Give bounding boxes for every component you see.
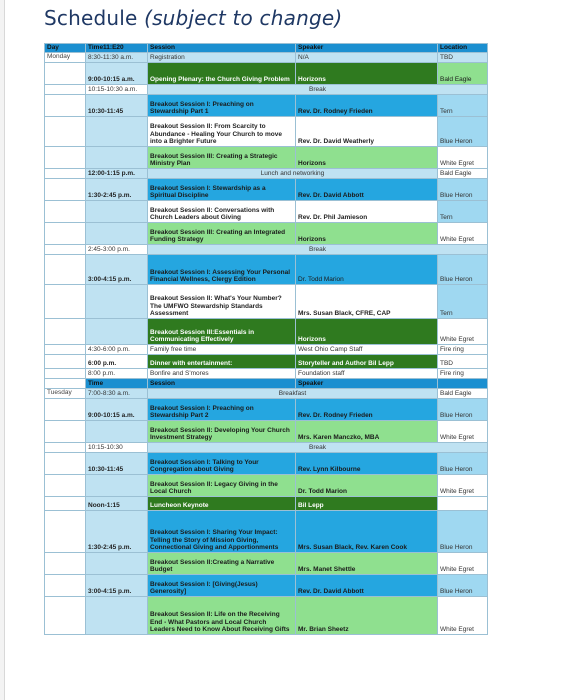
table-row	[45, 147, 488, 169]
table-row	[45, 201, 488, 223]
table-row	[45, 443, 488, 453]
session-cell: Dinner with entertainment:	[148, 355, 296, 369]
day-tuesday: Tuesday	[45, 389, 86, 399]
header-day: Day	[45, 44, 86, 53]
session-cell: Breakout Session II: Life on the Receiving End - What Pastors and Local Church Leaders Need to Know About Receiving Gifts	[148, 597, 296, 635]
session-cell: Breakout Session II: Developing Your Church Investment Strategy	[148, 421, 296, 443]
speaker-cell: Mr. Brian Sheetz	[296, 597, 438, 635]
table-row	[45, 475, 488, 497]
speaker-cell: Mrs. Manet Shettle	[296, 553, 438, 575]
time-cell: 9:00-10:15 a.m.	[86, 63, 148, 85]
session-cell: Breakout Session II:Creating a Narrative Budget	[148, 553, 296, 575]
table-row	[45, 511, 488, 553]
location-cell: White Egret	[438, 597, 488, 635]
speaker-cell: Rev. Lynn Kilbourne	[296, 453, 438, 475]
time-cell: 6:00 p.m.	[86, 355, 148, 369]
table-row	[45, 497, 488, 511]
time-cell: 12:00-1:15 p.m.	[86, 169, 148, 179]
session-cell: Breakout Session I: Stewardship as a Spiritual Discipline	[148, 179, 296, 201]
header-speaker: Speaker	[296, 379, 438, 389]
header-time: Time11:E20	[86, 44, 148, 53]
speaker-cell: Mrs. Susan Black, CFRE, CAP	[296, 285, 438, 319]
location-cell: Bald Eagle	[438, 389, 488, 399]
time-cell: 10:30-11:45	[86, 95, 148, 117]
time-cell: 10:15-10:30 a.m.	[86, 85, 148, 95]
location-cell: Bald Eagle	[438, 169, 488, 179]
location-cell: Blue Heron	[438, 575, 488, 597]
session-cell: Breakout Session III:Essentials in Communicating Effectively	[148, 319, 296, 345]
table-row	[45, 575, 488, 597]
speaker-cell: Foundation staff	[296, 369, 438, 379]
table-row	[45, 179, 488, 201]
lunch-cell: Lunch and networking	[148, 169, 438, 179]
time-cell: 9:00-10:15 a.m.	[86, 399, 148, 421]
table-row	[45, 389, 488, 399]
day-monday: Monday	[45, 53, 86, 63]
table-row	[45, 285, 488, 319]
location-cell: Blue Heron	[438, 399, 488, 421]
speaker-cell: Mrs. Susan Black, Rev. Karen Cook	[296, 511, 438, 553]
speaker-cell: Rev. Dr. Phil Jamieson	[296, 201, 438, 223]
header-time: Time	[86, 379, 148, 389]
session-cell: Family free time	[148, 345, 296, 355]
session-cell: Breakout Session III: Creating an Integrated Funding Strategy	[148, 223, 296, 245]
speaker-cell: West Ohio Camp Staff	[296, 345, 438, 355]
location-cell: Blue Heron	[438, 453, 488, 475]
speaker-cell: N/A	[296, 53, 438, 63]
session-cell: Breakout Session I: Assessing Your Personal Financial Wellness, Clergy Edition	[148, 255, 296, 285]
break-cell: Break	[148, 443, 488, 453]
time-cell: 1:30-2:45 p.m.	[86, 511, 148, 553]
table-row	[45, 245, 488, 255]
location-cell: Blue Heron	[438, 255, 488, 285]
table-row	[45, 453, 488, 475]
speaker-cell: Horizons	[296, 319, 438, 345]
speaker-cell: Horizons	[296, 223, 438, 245]
time-cell: 1:30-2:45 p.m.	[86, 179, 148, 201]
table-row	[45, 553, 488, 575]
session-cell: Breakout Session III: Creating a Strategic Ministry Plan	[148, 147, 296, 169]
breakfast-cell: Breakfast	[148, 389, 438, 399]
session-cell: Bonfire and S'mores	[148, 369, 296, 379]
location-cell: Tern	[438, 285, 488, 319]
speaker-cell: Rev. Dr. Rodney Frieden	[296, 95, 438, 117]
session-cell: Breakout Session II: From Scarcity to Abundance - Healing Your Church to move into a Brighter Future	[148, 117, 296, 147]
table-row	[45, 355, 488, 369]
session-cell: Breakout Session II: Legacy Giving in the Local Church	[148, 475, 296, 497]
table-row	[45, 95, 488, 117]
header-session: Session	[148, 44, 296, 53]
table-row	[45, 85, 488, 95]
location-cell: Blue Heron	[438, 179, 488, 201]
time-cell: 3:00-4:15 p.m.	[86, 255, 148, 285]
session-cell: Breakout Session I: Preaching on Stewardship Part 1	[148, 95, 296, 117]
location-cell: White Egret	[438, 147, 488, 169]
time-cell: 7:00-8:30 a.m.	[86, 389, 148, 399]
session-cell: Breakout Session I: [Giving(Jesus) Generosity]	[148, 575, 296, 597]
table-row	[45, 399, 488, 421]
speaker-cell: Horizons	[296, 147, 438, 169]
time-cell: Noon-1:15	[86, 497, 148, 511]
speaker-cell: Storyteller and Author Bil Lepp	[296, 355, 438, 369]
time-cell: 8:00 p.m.	[86, 369, 148, 379]
location-cell: Fire ring	[438, 369, 488, 379]
speaker-cell: Bil Lepp	[296, 497, 438, 511]
session-cell: Opening Plenary: the Church Giving Problem	[148, 63, 296, 85]
session-cell: Breakout Session II: What's Your Number? The UMFWO Stewardship Standards Assessment	[148, 285, 296, 319]
session-cell: Registration	[148, 53, 296, 63]
speaker-cell: Rev. Dr. David Abbott	[296, 179, 438, 201]
table-row	[45, 369, 488, 379]
location-cell: White Egret	[438, 319, 488, 345]
schedule-table	[44, 43, 488, 635]
location-cell: Blue Heron	[438, 511, 488, 553]
speaker-cell: Rev. Dr. David Abbott	[296, 575, 438, 597]
location-cell: Tern	[438, 95, 488, 117]
location-cell: TBD	[438, 53, 488, 63]
session-cell: Breakout Session I: Preaching on Stewardship Part 2	[148, 399, 296, 421]
table-row	[45, 597, 488, 635]
speaker-cell: Mrs. Karen Manczko, MBA	[296, 421, 438, 443]
time-cell: 10:15-10:30	[86, 443, 148, 453]
page-left-edge	[0, 0, 5, 700]
table-row	[45, 421, 488, 443]
location-cell: White Egret	[438, 421, 488, 443]
location-cell: TBD	[438, 355, 488, 369]
session-cell: Breakout Session I: Talking to Your Congregation about Giving	[148, 453, 296, 475]
table-row	[45, 117, 488, 147]
break-cell: Break	[148, 85, 488, 95]
header-session: Session	[148, 379, 296, 389]
speaker-cell: Rev. Dr. David Weatherly	[296, 117, 438, 147]
table-row	[45, 169, 488, 179]
location-cell: Fire ring	[438, 345, 488, 355]
session-cell: Breakout Session I: Sharing Your Impact: Telling the Story of Mission Giving, Connectional Giving and Apportionments	[148, 511, 296, 553]
break-cell: Break	[148, 245, 488, 255]
time-cell: 2:45-3:00 p.m.	[86, 245, 148, 255]
table-row	[45, 345, 488, 355]
time-cell: 4:30-6:00 p.m.	[86, 345, 148, 355]
table-row	[45, 255, 488, 285]
time-cell: 3:00-4:15 p.m.	[86, 575, 148, 597]
speaker-cell: Rev. Dr. Rodney Frieden	[296, 399, 438, 421]
location-cell: White Egret	[438, 553, 488, 575]
header-speaker: Speaker	[296, 44, 438, 53]
location-cell: Bald Eagle	[438, 63, 488, 85]
header-location: Location	[438, 44, 488, 53]
tuesday-header-row	[45, 379, 488, 389]
speaker-cell: Dr. Todd Marion	[296, 475, 438, 497]
location-cell: Blue Heron	[438, 117, 488, 147]
location-cell: White Egret	[438, 475, 488, 497]
table-header-row	[45, 44, 488, 53]
location-cell: White Egret	[438, 223, 488, 245]
time-cell: 8:30-11:30 a.m.	[86, 53, 148, 63]
speaker-cell: Dr. Todd Marion	[296, 255, 438, 285]
table-row	[45, 63, 488, 85]
time-cell: 10:30-11:45	[86, 453, 148, 475]
page-title: Schedule (subject to change)	[44, 6, 343, 30]
location-cell: Tern	[438, 201, 488, 223]
speaker-cell: Horizons	[296, 63, 438, 85]
table-row	[45, 223, 488, 245]
session-cell: Breakout Session II: Conversations with Church Leaders about Giving	[148, 201, 296, 223]
table-row	[45, 319, 488, 345]
table-row	[45, 53, 488, 63]
session-cell: Luncheon Keynote	[148, 497, 296, 511]
